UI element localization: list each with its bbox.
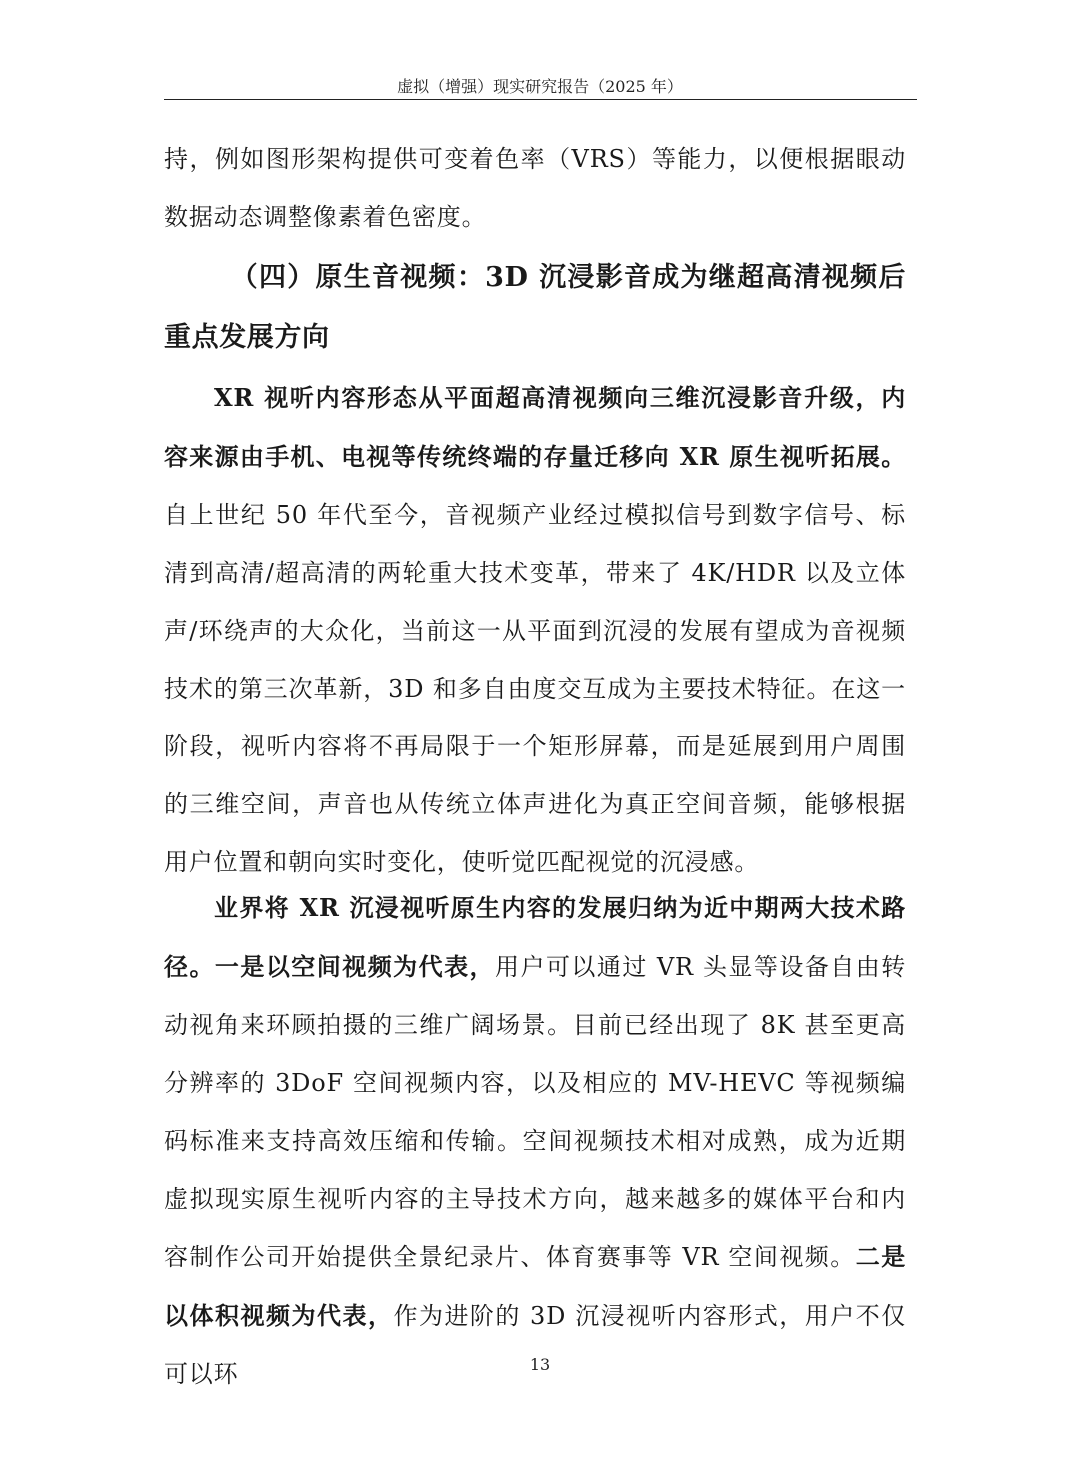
paragraph-2-lead: 业界将 XR 沉浸视听原生内容的发展归纳为近中期两大技术路径。一是以空间视频为代表，	[164, 893, 906, 981]
paragraph-2-bold-2: 二是以体积视频为代表，	[164, 1242, 906, 1331]
running-header: 虚拟（增强）现实研究报告（2025 年）	[397, 77, 683, 96]
paragraph-2-body-1: 用户可以通过 VR 头显等设备自由转动视角来环顾拍摄的三维广阔场景。目前已经出现了 8K 甚至更高分辨率的 3DoF 空间视频内容，以及相应的 MV-HEVC 等视频编码标准来支持高效压缩和传输。空间视频技术相对成熟，成为近期虚拟现实原生视听内容的主导技术方向，越来越多的媒体平台和内容制作公司开始提供全景纪录片、体育赛事等 VR 空间视频。	[164, 952, 907, 1272]
section-heading-text: （四）原生音视频：3D 沉浸影音成为继超高清视频后重点发展方向	[164, 262, 906, 353]
continuation-paragraph: 持，例如图形架构提供可变着色率（VRS）等能力，以便根据眼动数据动态调整像素着色密度。	[164, 145, 906, 231]
paragraph-1-lead: XR 视听内容形态从平面超高清视频向三维沉浸影音升级，内容来源由手机、电视等传统终端的存量迁移向 XR 原生视听拓展。	[164, 383, 906, 471]
paragraph-2-body-2: 作为进阶的 3D 沉浸视听内容形式，用户不仅可以环	[164, 1302, 907, 1389]
header-divider	[164, 99, 917, 100]
paragraph-1	[164, 369, 906, 892]
paragraph-1-body: 自上世纪 50 年代至今，音视频产业经过模拟信号到数字信号、标清到高清/超高清的两轮重大技术变革，带来了 4K/HDR 以及立体声/环绕声的大众化，当前这一从平面到沉浸的发展有望成为音视频技术的第三次革新，3D 和多自由度交互成为主要技术特征。在这一阶段，视听内容将不再局限于一个矩形屏幕，而是延展到用户周围的三维空间，声音也从传统立体声进化为真正空间音频，能够根据用户位置和朝向实时变化，使听觉匹配视觉的沉浸感。	[164, 500, 906, 877]
page-number: 13	[529, 1355, 551, 1374]
paragraph-2	[164, 879, 906, 1404]
section-heading	[164, 248, 906, 368]
